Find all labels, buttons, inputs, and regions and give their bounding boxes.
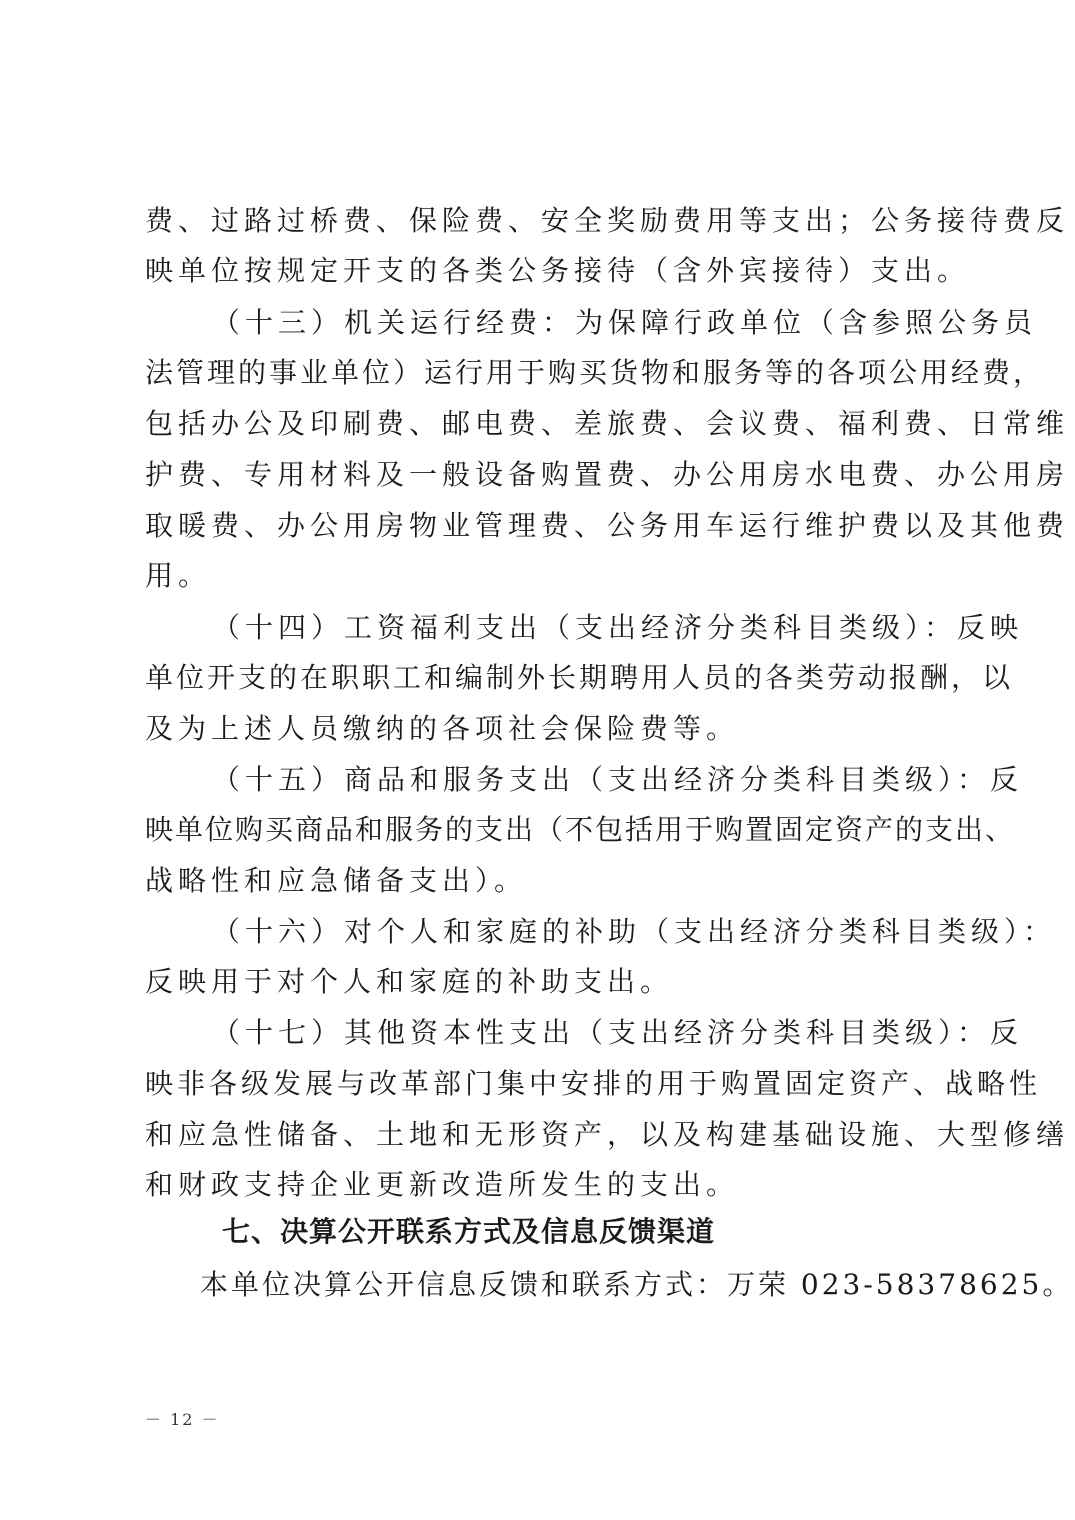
body-line-6: 护费、专用材料及一般设备购置费、办公用房水电费、办公用房 [145,458,1070,491]
body-line-18: 映非各级发展与改革部门集中安排的用于购置固定资产、战略性 [145,1067,1042,1100]
body-line-1: 费、过路过桥费、保险费、安全奖励费用等支出；公务接待费反 [145,204,1070,237]
contact-line: 本单位决算公开信息反馈和联系方式：万荣 023-58378625。 [200,1268,1074,1301]
body-line-12: （十五）商品和服务支出（支出经济分类科目类级）：反 [212,763,1024,796]
body-line-11: 及为上述人员缴纳的各项社会保险费等。 [145,712,740,745]
page-number: － 12 － [145,1410,220,1429]
body-line-20: 和财政支持企业更新改造所发生的支出。 [145,1168,740,1201]
body-line-10: 单位开支的在职职工和编制外长期聘用人员的各类劳动报酬，以 [145,661,1014,694]
section-7-heading: 七、决算公开联系方式及信息反馈渠道 [222,1215,716,1248]
body-line-17: （十七）其他资本性支出（支出经济分类科目类级）：反 [212,1016,1024,1049]
body-line-7: 取暖费、办公用房物业管理费、公务用车运行维护费以及其他费 [145,509,1070,542]
body-line-4: 法管理的事业单位）运行用于购买货物和服务等的各项公用经费， [145,356,1045,389]
body-line-3: （十三）机关运行经费：为保障行政单位（含参照公务员 [212,306,1038,339]
body-line-14: 战略性和应急储备支出）。 [145,864,528,897]
body-line-9: （十四）工资福利支出（支出经济分类科目类级）：反映 [212,611,1024,644]
body-line-8: 用。 [145,559,212,592]
body-line-2: 映单位按规定开支的各类公务接待（含外宾接待）支出。 [145,254,971,287]
body-line-16: 反映用于对个人和家庭的补助支出。 [145,965,674,998]
body-line-15: （十六）对个人和家庭的补助（支出经济分类科目类级）： [212,915,1057,948]
body-line-19: 和应急性储备、土地和无形资产，以及构建基础设施、大型修缮 [145,1118,1070,1151]
body-line-5: 包括办公及印刷费、邮电费、差旅费、会议费、福利费、日常维 [145,407,1070,440]
body-line-13: 映单位购买商品和服务的支出（不包括用于购置固定资产的支出、 [145,813,1016,846]
